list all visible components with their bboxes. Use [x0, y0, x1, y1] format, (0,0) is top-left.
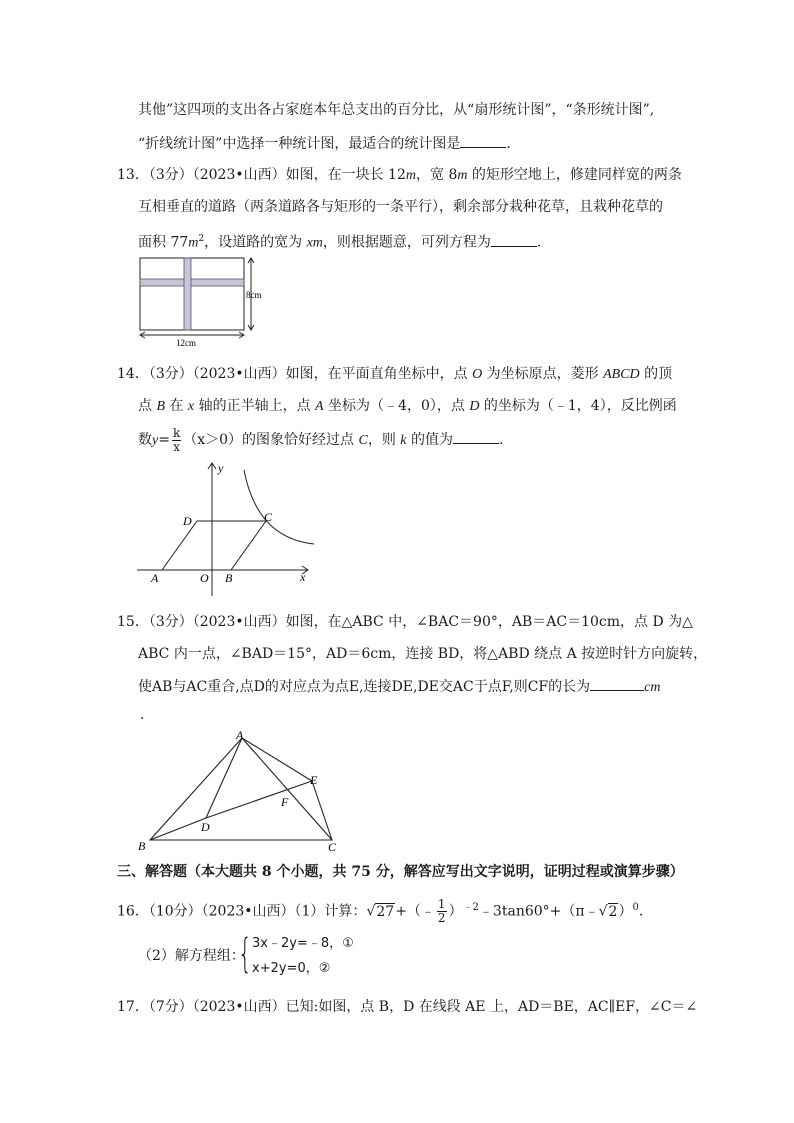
point-C-label: C — [328, 840, 337, 854]
q14-line3: 数y= $\frac{k}{x}$ （x＞0）的图象恰好经过点 C，则 k 的值为 . — [138, 425, 504, 454]
point-F-label: F — [281, 795, 289, 809]
q16-line1: 16．（10分）（2023•山西）（1）计算：√27+（﹣ $\frac{1}{2}$ ）$^{﹣2}$﹣3tan60°+（π﹣√2）$^0$. — [117, 897, 644, 926]
q15-line3: 使AB与AC重合,点D的对应点为点E,连接DE,DE交AC于点F,则CF的长为 cm — [138, 676, 660, 698]
q15-line1: 15．（3分）（2023•山西）如图，在△ABC 中，∠BAC＝90°，AB＝AC＝10cm，点 D 为△ — [117, 614, 693, 630]
y-axis-label: y — [218, 461, 224, 475]
point-D-label: D — [201, 820, 210, 834]
q14-rhombus-coordinate-figure — [132, 458, 317, 600]
q16-part2-label: （2）解方程组： — [138, 948, 245, 964]
q15-line2: ABC 内一点，∠BAD＝15°，AD＝6cm，连接 BD，将△ABD 绕点 A 按逆时针方向旋转， — [138, 646, 708, 662]
q17-line1: 17．（7分）（2023•山西）已知:如图，点 B，D 在线段 AE 上，AD＝BE，AC∥EF，∠C＝∠ — [117, 999, 698, 1015]
vertical-road — [184, 258, 191, 330]
width-label: 12cm — [176, 338, 196, 348]
height-label: 8cm — [246, 290, 262, 300]
segment-EC — [312, 781, 332, 840]
answer-blank — [491, 232, 537, 247]
x-axis-label: x — [300, 570, 306, 584]
field-rectangle — [140, 258, 244, 330]
q15-period: . — [140, 707, 145, 723]
point-O-label: O — [200, 571, 209, 585]
segment-AD — [206, 738, 242, 818]
q15-triangle-figure — [134, 726, 346, 854]
system-equation-1: 3x﹣2y=﹣8，① — [252, 936, 354, 951]
q14-line2: 点 B 在 x 轴的正半轴上，点 A 坐标为（﹣4，0），点 D 的坐标为（﹣1，4），反比例函 — [138, 398, 677, 414]
hyperbola-curve — [244, 470, 314, 544]
answer-blank — [590, 676, 644, 691]
q12-line2: “折线统计图”中选择一种统计图，最适合的统计图是 . — [138, 133, 511, 154]
q13-rectangle-figure — [134, 252, 274, 348]
system-equation-2: x+2y=0，② — [252, 961, 331, 976]
q14-line1: 14．（3分）（2023•山西）如图，在平面直角坐标中，点 O 为坐标原点，菱形 ABCD 的顶 — [117, 366, 673, 382]
section-3-heading: 三、解答题（本大题共 8 个小题，共 75 分，解答应写出文字说明，证明过程或演算步骤） — [117, 864, 684, 880]
point-B-label: B — [138, 839, 146, 853]
k-over-x-fraction: $\frac{k}{x}$ — [172, 425, 181, 454]
point-A-label: A — [151, 571, 159, 585]
q12-line1: 其他”这四项的支出各占家庭本年总支出的百分比，从“扇形统计图”，“条形统计图”, — [138, 102, 655, 118]
horizontal-road — [140, 279, 244, 286]
q13-line2: 互相垂直的道路（两条道路各与矩形的一条平行），剩余部分栽种花草，且栽种花草的 — [138, 199, 663, 215]
point-D-label: D — [183, 514, 192, 528]
point-A-label: A — [236, 728, 244, 742]
point-C-label: C — [264, 510, 273, 524]
answer-blank — [453, 429, 499, 444]
system-brace: { — [238, 931, 252, 977]
segment-AE — [242, 738, 312, 781]
q13-line1: 13．（3分）（2023•山西）如图，在一块长 12m，宽 8m 的矩形空地上，修建同样宽的两条 — [117, 167, 682, 183]
point-B-label: B — [225, 571, 233, 585]
segment-BD — [150, 818, 206, 840]
triangle-ABC — [150, 738, 332, 840]
q13-line3: 面积 $77m^2$，设道路的宽为 xm，则根据题意，可列方程为 . — [138, 229, 541, 254]
answer-blank — [460, 133, 506, 148]
point-E-label: E — [310, 773, 318, 787]
rhombus-ABCD — [162, 521, 266, 570]
one-half-fraction: $\frac{1}{2}$ — [437, 897, 446, 926]
